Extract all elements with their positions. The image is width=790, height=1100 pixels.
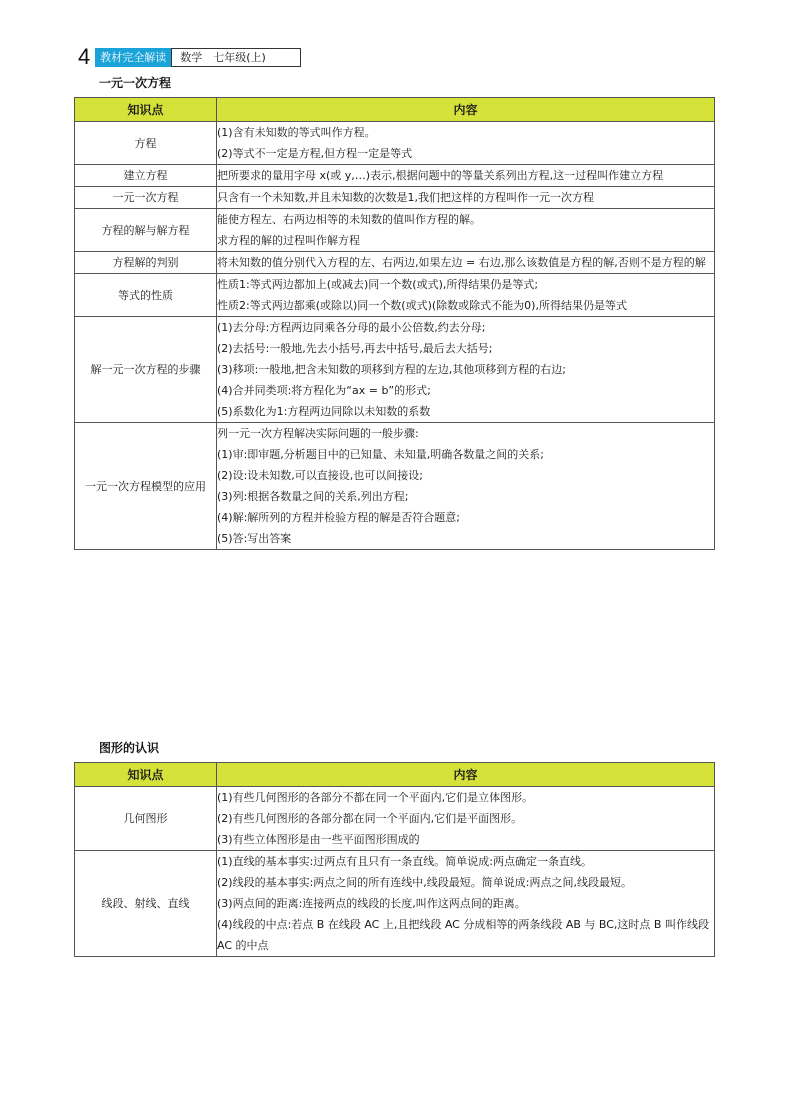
content-line: (1)直线的基本事实:过两点有且只有一条直线。简单说成:两点确定一条直线。: [217, 855, 592, 868]
knowledge-table: [74, 762, 715, 957]
content-line: (1)含有未知数的等式叫作方程。: [217, 126, 376, 139]
table-row: [75, 209, 715, 252]
knowledge-table: [74, 97, 715, 550]
content-line: (1)有些几何图形的各部分不都在同一个平面内,它们是立体图形。: [217, 791, 534, 804]
table-row: [75, 187, 715, 209]
content-cell: [217, 122, 715, 165]
content-cell: [217, 165, 715, 187]
column-header-point: 知识点: [75, 98, 217, 122]
content-line: (5)系数化为1:方程两边同除以未知数的系数: [217, 405, 431, 418]
content-line: (3)两点间的距离:连接两点的线段的长度,叫作这两点间的距离。: [217, 897, 526, 910]
knowledge-point: 方程解的判别: [75, 252, 217, 274]
column-header-content: 内容: [217, 98, 715, 122]
content-cell: [217, 274, 715, 317]
content-cell: [217, 787, 715, 851]
subject-grade: 数学 七年级(上): [171, 48, 301, 67]
content-line: (2)有些几何图形的各部分都在同一个平面内,它们是平面图形。: [217, 812, 523, 825]
table-header-row: [75, 98, 715, 122]
content-cell: [217, 317, 715, 423]
series-tag: 教材完全解读: [95, 48, 171, 67]
table-header-row: [75, 763, 715, 787]
section-title: 图形的认识: [99, 741, 160, 755]
content-line: (2)去括号:一般地,先去小括号,再去中括号,最后去大括号;: [217, 342, 493, 355]
content-line: (4)线段的中点:若点 B 在线段 AC 上,且把线段 AC 分成相等的两条线段 AB 与 BC,这时点 B 叫作线段 AC 的中点: [217, 918, 709, 952]
content-line: (1)审:即审题,分析题目中的已知量、未知量,明确各数量之间的关系;: [217, 448, 544, 461]
content-line: 性质1:等式两边都加上(或减去)同一个数(或式),所得结果仍是等式;: [217, 278, 539, 291]
content-cell: [217, 187, 715, 209]
content-line: 只含有一个未知数,并且未知数的次数是1,我们把这样的方程叫作一元一次方程: [217, 191, 594, 204]
table-row: [75, 423, 715, 550]
content-line: (4)合并同类项:将方程化为“ax = b”的形式;: [217, 384, 431, 397]
page-header: [78, 44, 301, 69]
knowledge-point: 方程: [75, 122, 217, 165]
content-line: (1)去分母:方程两边同乘各分母的最小公倍数,约去分母;: [217, 321, 486, 334]
content-line: 把所要求的量用字母 x(或 y,…)表示,根据问题中的等量关系列出方程,这一过程叫作建立方程: [217, 169, 664, 182]
table-row: [75, 851, 715, 957]
content-line: 性质2:等式两边都乘(或除以)同一个数(或式)(除数或除式不能为0),所得结果仍是等式: [217, 299, 627, 312]
content-cell: [217, 209, 715, 252]
content-line: (5)答:写出答案: [217, 532, 292, 545]
content-line: 将未知数的值分别代入方程的左、右两边,如果左边 = 右边,那么该数值是方程的解,否则不是方程的解: [217, 256, 706, 269]
knowledge-point: 解一元一次方程的步骤: [75, 317, 217, 423]
table-row: [75, 274, 715, 317]
table-row: [75, 252, 715, 274]
knowledge-point: 建立方程: [75, 165, 217, 187]
content-line: (2)设:设未知数,可以直接设,也可以间接设;: [217, 469, 423, 482]
content-line: (3)列:根据各数量之间的关系,列出方程;: [217, 490, 409, 503]
table-row: [75, 787, 715, 851]
knowledge-point: 方程的解与解方程: [75, 209, 217, 252]
table-body: [75, 787, 715, 957]
knowledge-point: 一元一次方程模型的应用: [75, 423, 217, 550]
content-line: 列一元一次方程解决实际问题的一般步骤:: [217, 427, 419, 440]
knowledge-point: 线段、射线、直线: [75, 851, 217, 957]
column-header-content: 内容: [217, 763, 715, 787]
content-line: 能使方程左、右两边相等的未知数的值叫作方程的解。: [217, 213, 481, 226]
knowledge-point: 几何图形: [75, 787, 217, 851]
content-line: 求方程的解的过程叫作解方程: [217, 234, 360, 247]
table-row: [75, 122, 715, 165]
content-line: (4)解:解所列的方程并检验方程的解是否符合题意;: [217, 511, 460, 524]
content-cell: [217, 252, 715, 274]
table-row: [75, 165, 715, 187]
table-body: [75, 122, 715, 550]
section-title: 一元一次方程: [99, 76, 172, 90]
column-header-point: 知识点: [75, 763, 217, 787]
content-line: (2)线段的基本事实:两点之间的所有连线中,线段最短。简单说成:两点之间,线段最短。: [217, 876, 632, 889]
knowledge-point: 等式的性质: [75, 274, 217, 317]
content-cell: [217, 851, 715, 957]
content-line: (2)等式不一定是方程,但方程一定是等式: [217, 147, 413, 160]
content-cell: [217, 423, 715, 550]
content-line: (3)有些立体图形是由一些平面图形围成的: [217, 833, 420, 846]
page-number: 4: [78, 44, 91, 69]
table-row: [75, 317, 715, 423]
knowledge-point: 一元一次方程: [75, 187, 217, 209]
content-line: (3)移项:一般地,把含未知数的项移到方程的左边,其他项移到方程的右边;: [217, 363, 566, 376]
